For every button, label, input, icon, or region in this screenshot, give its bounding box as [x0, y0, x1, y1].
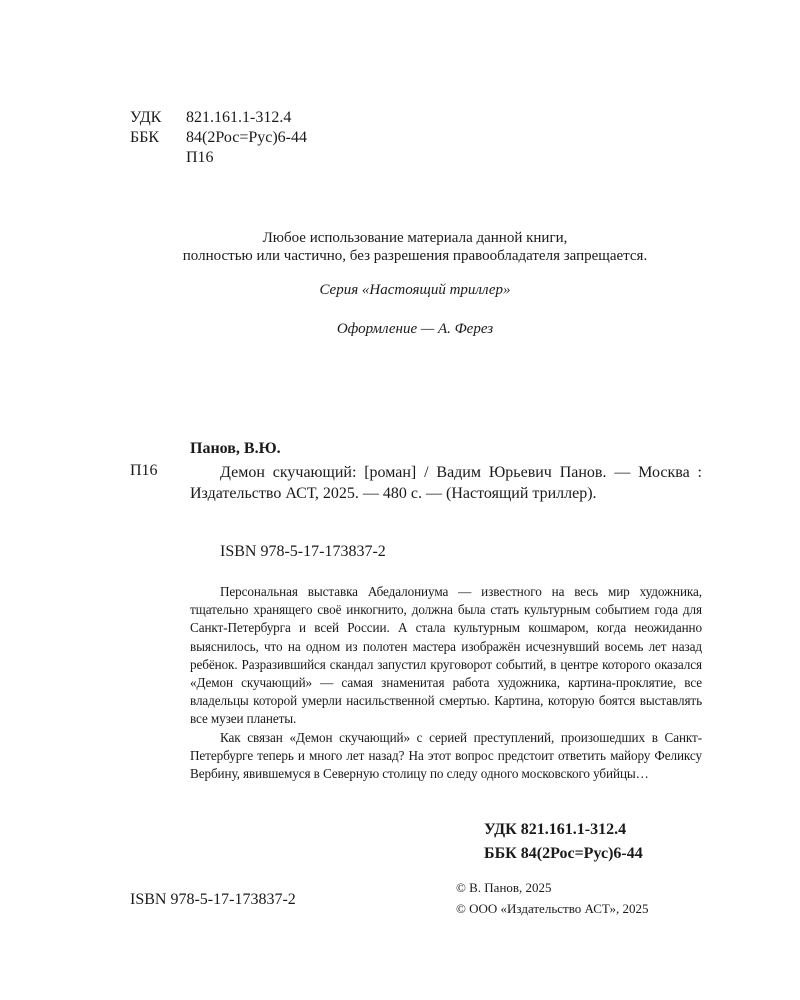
udk-label: УДК: [130, 109, 162, 126]
bibliographic-description-text: Демон скучающий: [роман] / Вадим Юрьевич Панов. — Москва : Издательство АСТ, 2025. — 480 с. — (Настоящий триллер).: [190, 464, 702, 502]
udk-row: [130, 108, 291, 128]
bibliographic-description: [190, 462, 702, 504]
bbk-row: [130, 128, 307, 148]
design-credit: Оформление — А. Ферез: [336, 321, 494, 337]
isbn-bottom: ISBN 978-5-17-173837-2: [130, 891, 296, 908]
final-udk: УДК 821.161.1-312.4: [484, 821, 627, 838]
annotation-paragraph-1: Персональная выставка Абедалониума — известного на весь мир художника, тщательно хранящего своё инкогнито, должна была стать культурным событием года для Санкт-Петербурга и всей России. А стала культурным кошмаром, когда неожиданно выяснилось, что на одном из полотен мастера изображён исчезнувший восемь лет назад ребёнок. Разразившийся скандал запустил круговорот событий, в центре которого оказался «Демон скучающий» — самая знаменитая работа художника, картина-проклятие, все владельцы которой умерли насильственной смертью. Картина, которую боятся выставлять все музеи планеты.: [190, 584, 702, 727]
annotation: [190, 583, 702, 783]
bibliographic-author: Панов, В.Ю.: [190, 440, 281, 457]
author-mark-row: [130, 148, 214, 168]
final-bbk: ББК 84(2Рос=Рус)6-44: [484, 845, 643, 862]
final-codes: [484, 818, 643, 866]
notice-line-1: Любое использование материала данной книги,: [262, 230, 568, 246]
udk-value: 821.161.1-312.4: [186, 109, 292, 126]
isbn-main: ISBN 978-5-17-173837-2: [220, 543, 386, 560]
copyright-author: © В. Панов, 2025: [456, 880, 552, 895]
notice-line-2: полностью или частично, без разрешения правообладателя запрещается.: [182, 248, 648, 264]
bbk-label: ББК: [130, 129, 160, 146]
author-mark: П16: [186, 149, 214, 166]
series-label: Серия «Настоящий триллер»: [319, 282, 511, 298]
bbk-value: 84(2Рос=Рус)6-44: [186, 129, 308, 146]
copyrights: [456, 877, 649, 919]
annotation-paragraph-2: Как связан «Демон скучающий» с серией преступлений, произошедших в Санкт-Петербурге теперь и много лет назад? На этот вопрос предстоит ответить майору Феликсу Вербину, явившемуся в Северную столицу по следу одного московского убийцы…: [190, 729, 702, 782]
copyright-publisher: © ООО «Издательство АСТ», 2025: [456, 901, 649, 916]
bibliographic-mark: П16: [130, 462, 158, 479]
